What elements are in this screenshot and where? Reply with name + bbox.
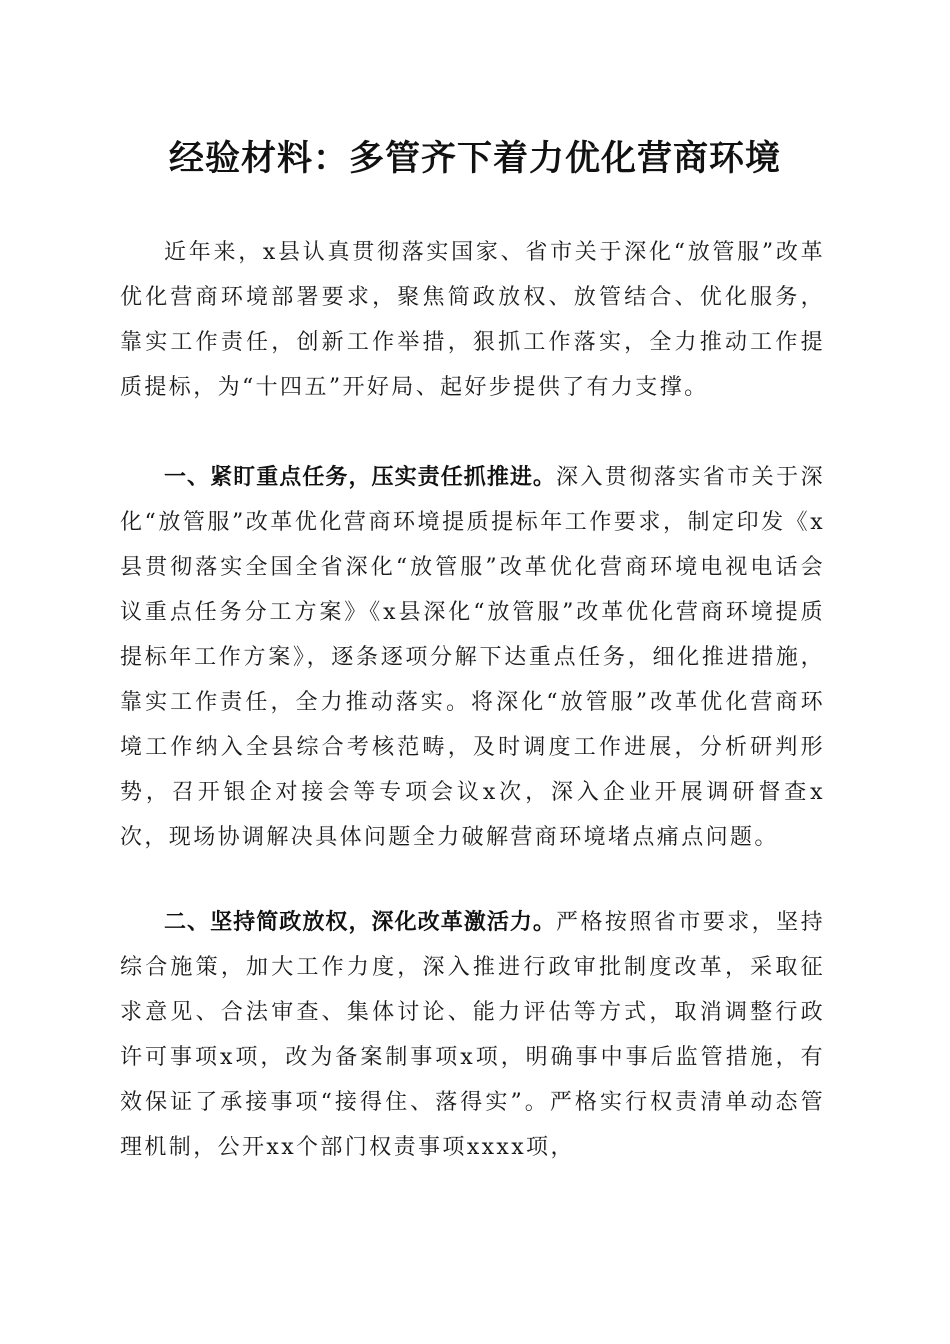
- document-title: 经验材料：多管齐下着力优化营商环境: [168, 138, 781, 179]
- paragraph-2: [120, 455, 825, 860]
- paragraph-1: [120, 230, 825, 410]
- paragraph-section-2: [120, 900, 825, 1170]
- paragraph-3-text: 严格按照省市要求，坚持综合施策，加大工作力度，深入推进行政审批制度改革，采取征求意见、合法审查、集体讨论、能力评估等方式，取消调整行政许可事项x项，改为备案制事项x项，明确事中事后监管措施，有效保证了承接事项“接得住、落得实”。严格实行权责清单动态管理机制，公开xx个部门权责事项xxxx项，: [120, 910, 825, 1160]
- paragraph-1-text: 近年来，x县认真贯彻落实国家、省市关于深化“放管服”改革优化营商环境部署要求，聚焦简政放权、放管结合、优化服务，靠实工作责任，创新工作举措，狠抓工作落实，全力推动工作提质提标，为“十四五”开好局、起好步提供了有力支撑。: [120, 240, 825, 400]
- paragraph-intro: [120, 230, 825, 410]
- section-2-heading: 二、坚持简政放权，深化改革激活力。: [164, 910, 556, 935]
- paragraph-2-text: 深入贯彻落实省市关于深化“放管服”改革优化营商环境提质提标年工作要求，制定印发《x县贯彻落实全国全省深化“放管服”改革优化营商环境电视电话会议重点任务分工方案》《x县深化“放管服”改革优化营商环境提质提标年工作方案》，逐条逐项分解下达重点任务，细化推进措施，靠实工作责任，全力推动落实。将深化“放管服”改革优化营商环境工作纳入全县综合考核范畴，及时调度工作进展，分析研判形势，召开银企对接会等专项会议x次，深入企业开展调研督查x次，现场协调解决具体问题全力破解营商环境堵点痛点问题。: [120, 465, 825, 850]
- paragraph-section-1: [120, 455, 825, 860]
- paragraph-3: [120, 900, 825, 1170]
- section-1-heading: 一、紧盯重点任务，压实责任抓推进。: [164, 465, 556, 490]
